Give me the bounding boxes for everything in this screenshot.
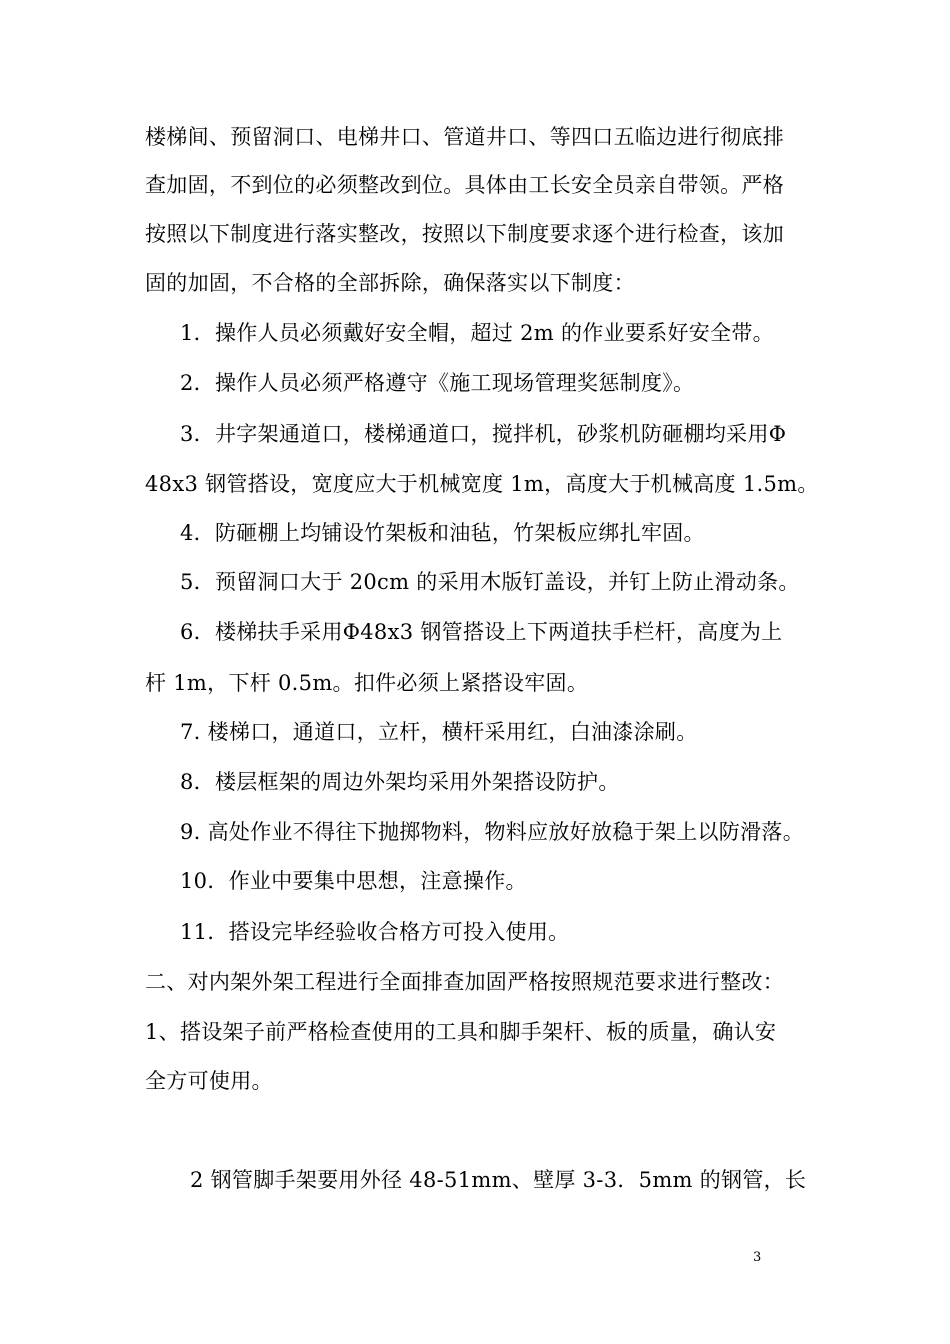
text-line: 全方可使用。: [145, 1069, 273, 1093]
list-item: 1．操作人员必须戴好安全帽，超过 2m 的作业要系好安全带。: [180, 321, 774, 345]
list-item: 9. 高处作业不得往下抛掷物料，物料应放好放稳于架上以防滑落。: [180, 820, 805, 844]
text-line: 按照以下制度进行落实整改，按照以下制度要求逐个进行检查，该加: [145, 222, 784, 246]
list-item: 11．搭设完毕经验收合格方可投入使用。: [180, 920, 570, 944]
text-line: 楼梯间、预留洞口、电梯井口、管道井口、等四口五临边进行彻底排: [145, 125, 784, 149]
list-item: 7. 楼梯口，通道口，立杆，横杆采用红，白油漆涂刷。: [180, 720, 698, 744]
text-line: 杆 1m，下杆 0.5m。扣件必须上紧搭设牢固。: [145, 671, 589, 695]
list-item: 8．楼层框架的周边外架均采用外架搭设防护。: [180, 770, 620, 794]
text-line: 48x3 钢管搭设，宽度应大于机械宽度 1m，高度大于机械高度 1.5m。: [145, 472, 819, 496]
text-line: 固的加固，不合格的全部拆除，确保落实以下制度：: [145, 271, 635, 295]
list-item: 10．作业中要集中思想，注意操作。: [180, 869, 527, 893]
page-number: 3: [753, 1250, 762, 1265]
list-item: 3．井字架通道口，楼梯通道口，搅拌机，砂浆机防砸棚均采用Φ: [180, 422, 787, 446]
text-line: 查加固，不到位的必须整改到位。具体由工长安全员亲自带领。严格: [145, 173, 784, 197]
list-item: 2．操作人员必须严格遵守《施工现场管理奖惩制度》。: [180, 371, 695, 395]
list-item: 2 钢管脚手架要用外径 48-51mm、壁厚 3-3．5mm 的钢管，长: [190, 1168, 807, 1192]
section-heading: 二、对内架外架工程进行全面排查加固严格按照规范要求进行整改：: [145, 970, 784, 994]
text-line: 1、搭设架子前严格检查使用的工具和脚手架杆、板的质量，确认安: [145, 1020, 777, 1044]
list-item: 6．楼梯扶手采用Φ48x3 钢管搭设上下两道扶手栏杆，高度为上: [180, 620, 783, 644]
list-item: 4．防砸棚上均铺设竹架板和油毡，竹架板应绑扎牢固。: [180, 521, 705, 545]
list-item: 5．预留洞口大于 20cm 的采用木版钉盖设，并钉上防止滑动条。: [180, 570, 800, 594]
